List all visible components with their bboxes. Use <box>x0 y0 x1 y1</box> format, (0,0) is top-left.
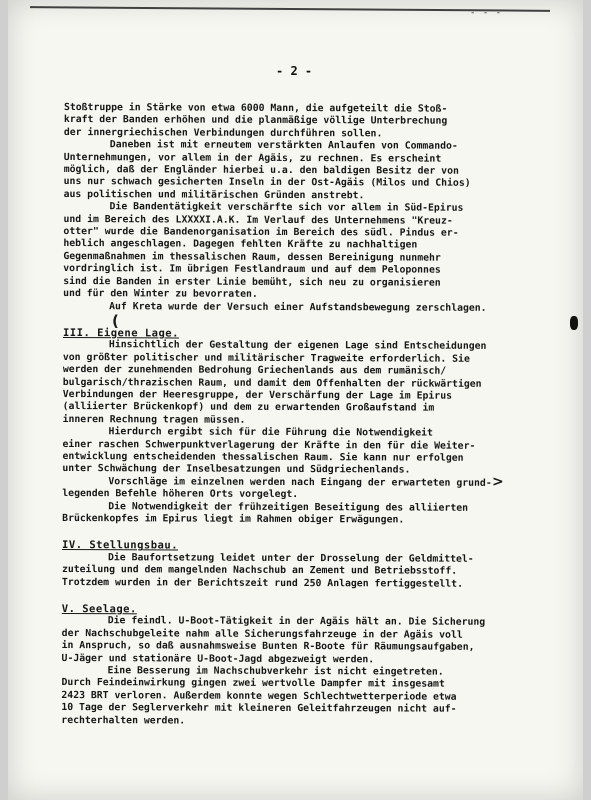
paragraph <box>63 339 559 428</box>
text-line: in Anspruch, so daß ausnahmsweise Bunten R-Boote für Räumungsaufgaben, <box>61 640 475 654</box>
text-line: Verbindungen der Heeresgruppe, der Verschärfung der Lage im Epirus <box>62 388 453 402</box>
paragraph <box>62 615 558 667</box>
text-line: Hierdurch ergibt sich für die Führung die Notwendigkeit <box>108 426 433 439</box>
text-line: von größter politischer und militärischer Tragweite erforderlich. Sie <box>62 351 470 365</box>
bracket-mark: ( <box>112 312 119 330</box>
text-line: und für den Winter zu bevorraten. <box>63 288 258 300</box>
text-line: sind die Banden in erster Linie bemüht, sich neu zu organisieren <box>63 275 441 289</box>
text-line: einer raschen Schwerpunktverlagerung der Kräfte in den für die Weiter- <box>62 438 476 452</box>
text-line: werden der zunehmenden Bedrohung Griechenlands aus dem rumänisch/ <box>62 364 447 377</box>
text-line: Die Baufortsetzung leidet unter der Drosselung der Geldmittel- <box>107 552 474 565</box>
text-line: Eine Besserung im Nachschubverkehr ist nicht eingetreten. <box>107 665 444 678</box>
text-line: Die Notwendigkeit der frühzeitigen Beseitigung des alliierten <box>108 500 469 514</box>
paragraph <box>61 665 557 729</box>
text-line: Brückenkopfes im Epirus liegt im Rahmen obiger Erwägungen. <box>62 512 405 526</box>
text-line: uns nur schwach gesicherten Inseln in der Ost-Ägäis (Milos und Chios) <box>63 176 471 190</box>
text-line: (alliierter Brückenkopf) und dem zu erwartenden Großaufstand im <box>62 401 435 414</box>
text-line: möglich, daß der Engländer hierbei u.a. den baldigen Besitz der von <box>63 164 459 177</box>
text-line: Daneben ist mit erneutem verstärkten Anlaufen von Commando- <box>109 139 458 152</box>
text-line: Stoßtruppe in Stärke von etwa 6000 Mann, die aufgeteilt die Stoß- <box>63 102 448 115</box>
text-line: Die Bandentätigkeit verschärfte sich vor allem in Süd-Epirus <box>109 201 464 214</box>
arrow-mark: > <box>492 474 504 490</box>
page-number: - 2 - <box>276 64 313 78</box>
text-line: inneren Rechnung tragen müssen. <box>62 413 246 426</box>
text-line: entwicklung entscheidenden thessalischen Raum. Sie kann nur erfolgen <box>62 450 464 464</box>
text-line: und im Bereich des LXXXXI.A.K. Im Verlauf des Unternehmens "Kreuz- <box>63 213 453 227</box>
section-heading: V. Seelage. <box>61 603 137 616</box>
text-line: Hinsichtlich der Gestaltung der eigenen Lage sind Entscheidungen <box>108 339 487 353</box>
text-line: otter" wurde die Bandenorganisation im Bereich des südl. Pindus er- <box>63 226 459 239</box>
text-line: 10 Tage der Seglerverkehr mit kleineren Geleitfahrzeugen nicht auf- <box>61 702 457 715</box>
text-line: Unternehmungen, vor allem in der Ägäis, zu rechnen. Es erscheint <box>63 151 442 165</box>
text-line: Die feindl. U-Boot-Tätigkeit in der Ägäis hält an. Die Sicherung <box>107 615 486 629</box>
paragraph <box>64 139 560 203</box>
text-line: U-Jäger und stationäre U-Boot-Jagd abgezweigt werden. <box>61 652 375 666</box>
text-line: der innergriechischen Verbindungen durchführen sollen. <box>63 126 383 140</box>
text-line: Auf Kreta wurde der Versuch einer Aufstandsbewegung zerschlagen. <box>109 300 487 314</box>
text-line: Trotzdem wurden in der Berichtszeit rund 250 Anlagen fertiggestellt. <box>61 576 464 590</box>
document-page <box>8 0 583 800</box>
paragraph <box>62 501 558 528</box>
paragraph <box>62 476 558 503</box>
text-line: unter Schwächung der Inselbesatzungen und Südgriechenlands. <box>62 463 411 476</box>
text-line: heblich angeschlagen. Dagegen fehlten Kräfte zu nachhaltigen <box>63 238 418 252</box>
paragraph <box>62 552 558 591</box>
text-line: legenden Befehle höheren Orts vorgelegt. <box>62 488 299 501</box>
section-heading: IV. Stellungsbau. <box>62 539 179 552</box>
paragraph <box>62 426 558 478</box>
section-heading: III. Eigene Lage. <box>62 326 179 340</box>
paragraph <box>63 201 559 302</box>
paragraph <box>64 102 560 141</box>
text-line: 2423 BRT verloren. Außerdem konnte wegen Schlechtwetterperiode etwa <box>61 689 457 703</box>
paragraph <box>63 300 559 315</box>
text-line: kraft der Banden erhöhen und die planmäßige völlige Unterbrechung <box>63 114 448 128</box>
text-line: Durch Feindeinwirkung gingen zwei wertvolle Dampfer mit insgesamt <box>61 677 445 691</box>
text-line: der Nachschubgeleite nahm alle Sicherungsfahrzeuge in der Ägäis voll <box>61 627 463 641</box>
text-line: rechterhalten werden. <box>61 714 186 727</box>
text-line: zuteilung und dem mangelnden Nachschub an Zement und Betriebsstoff. <box>61 564 458 577</box>
text-line: bulgarisch/thrazischen Raum, und damit dem Offenhalten der rückwärtigen <box>62 376 482 390</box>
text-line: vordringlich ist. Im übrigen Festlandraum und auf dem Peloponnes <box>63 263 441 276</box>
document-body <box>61 102 560 729</box>
text-line: aus politischen und militärischen Gründen anstrebt. <box>63 188 365 202</box>
corner-marks: - - - <box>470 8 503 18</box>
ink-mark <box>570 316 578 330</box>
text-line: Vorschläge im einzelnen werden nach Eingang der erwarteten grund- <box>108 475 492 489</box>
text-line: Gegenmaßnahmen im thessalischen Raum, dessen Bereinigung nunmehr <box>63 250 441 264</box>
